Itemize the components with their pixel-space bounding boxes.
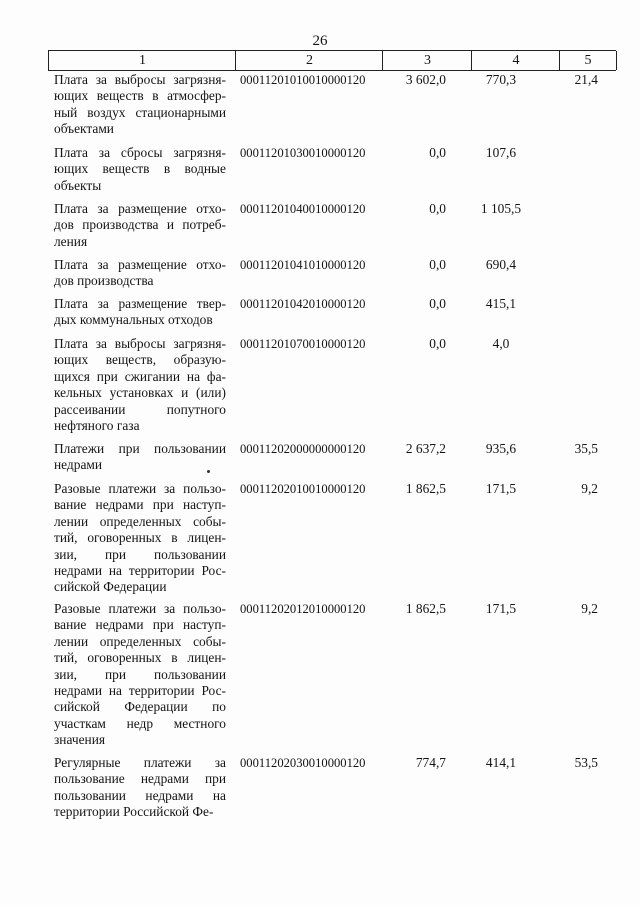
page-number: 26 [312, 33, 328, 49]
header-col-2: 2 [235, 51, 383, 70]
row-code: 00011201041010000120 [240, 258, 366, 272]
row-col4: 935,6 [485, 441, 517, 456]
row-name: Разовые платежи за пользо-вание недрами при наступ-лении определенных собы-тий, оговоренных в лицен-зии, при пользовании недрами на территории Рос-сийской Федерации по участкам недр местного значения [54, 601, 226, 748]
row-col4: 415,1 [485, 296, 517, 311]
row-col4: 770,3 [485, 72, 517, 87]
row-col3: 0,0 [429, 145, 446, 160]
row-col5: 35,5 [574, 441, 598, 456]
row-code: 00011201070010000120 [240, 337, 366, 351]
row-name: Плата за размещение отхо-дов производства и потреб-ления [54, 201, 226, 249]
row-col4: 171,5 [485, 601, 517, 616]
row-col3: 0,0 [429, 257, 446, 272]
row-name: Регулярные платежи за пользование недрами при пользовании недрами на территории Российской Фе- [54, 755, 226, 820]
row-name: Плата за выбросы загрязня-ющих веществ, образую-щихся при сжигании на фа-кельных установках и (или) рассеивании попутного нефтяного газа [54, 336, 226, 434]
row-col4: 107,6 [485, 145, 517, 160]
row-code: 00011202030010000120 [240, 756, 366, 770]
row-name: Плата за размещение твер-дых коммунальных отходов [54, 296, 226, 328]
row-name: Платежи при пользовании недрами [54, 441, 226, 473]
row-col3: 3 602,0 [405, 72, 446, 87]
row-col5: 21,4 [574, 72, 598, 87]
scan-speck [207, 470, 210, 473]
row-col5: 9,2 [581, 481, 598, 496]
row-col4: 690,4 [485, 257, 517, 272]
row-code: 00011201042010000120 [240, 297, 366, 311]
row-col3: 2 637,2 [405, 441, 446, 456]
table-header [48, 50, 616, 71]
row-code: 00011202012010000120 [240, 602, 366, 616]
row-col3: 1 862,5 [405, 481, 446, 496]
row-name: Разовые платежи за пользо-вание недрами при наступ-лении определенных собы-тий, оговоренных в лицен-зии, при пользовании недрами на территории Рос-сийской Федерации [54, 481, 226, 595]
row-col4: 4,0 [492, 336, 510, 351]
row-col3: 1 862,5 [405, 601, 446, 616]
row-col3: 0,0 [429, 201, 446, 216]
header-col-4: 4 [471, 51, 560, 70]
row-name: Плата за сбросы загрязня-ющих веществ в водные объекты [54, 145, 226, 193]
header-col-1: 1 [48, 51, 236, 70]
row-col3: 774,7 [415, 755, 446, 770]
row-col4: 414,1 [485, 755, 517, 770]
row-col3: 0,0 [429, 336, 446, 351]
row-code: 00011202010010000120 [240, 482, 366, 496]
row-name: Плата за размещение отхо-дов производства [54, 257, 226, 289]
row-col4: 171,5 [485, 481, 517, 496]
row-code: 00011201010010000120 [240, 73, 366, 87]
row-col5: 53,5 [574, 755, 598, 770]
header-col-3: 3 [382, 51, 472, 70]
header-col-5: 5 [559, 51, 617, 70]
row-code: 00011202000000000120 [240, 442, 366, 456]
row-col5: 9,2 [581, 601, 598, 616]
row-code: 00011201030010000120 [240, 146, 366, 160]
row-col3: 0,0 [429, 296, 446, 311]
row-col4: 1 105,5 [480, 201, 522, 216]
row-name: Плата за выбросы загрязня-ющих веществ в атмосфер-ный воздух стационарными объектами [54, 72, 226, 137]
row-code: 00011201040010000120 [240, 202, 366, 216]
